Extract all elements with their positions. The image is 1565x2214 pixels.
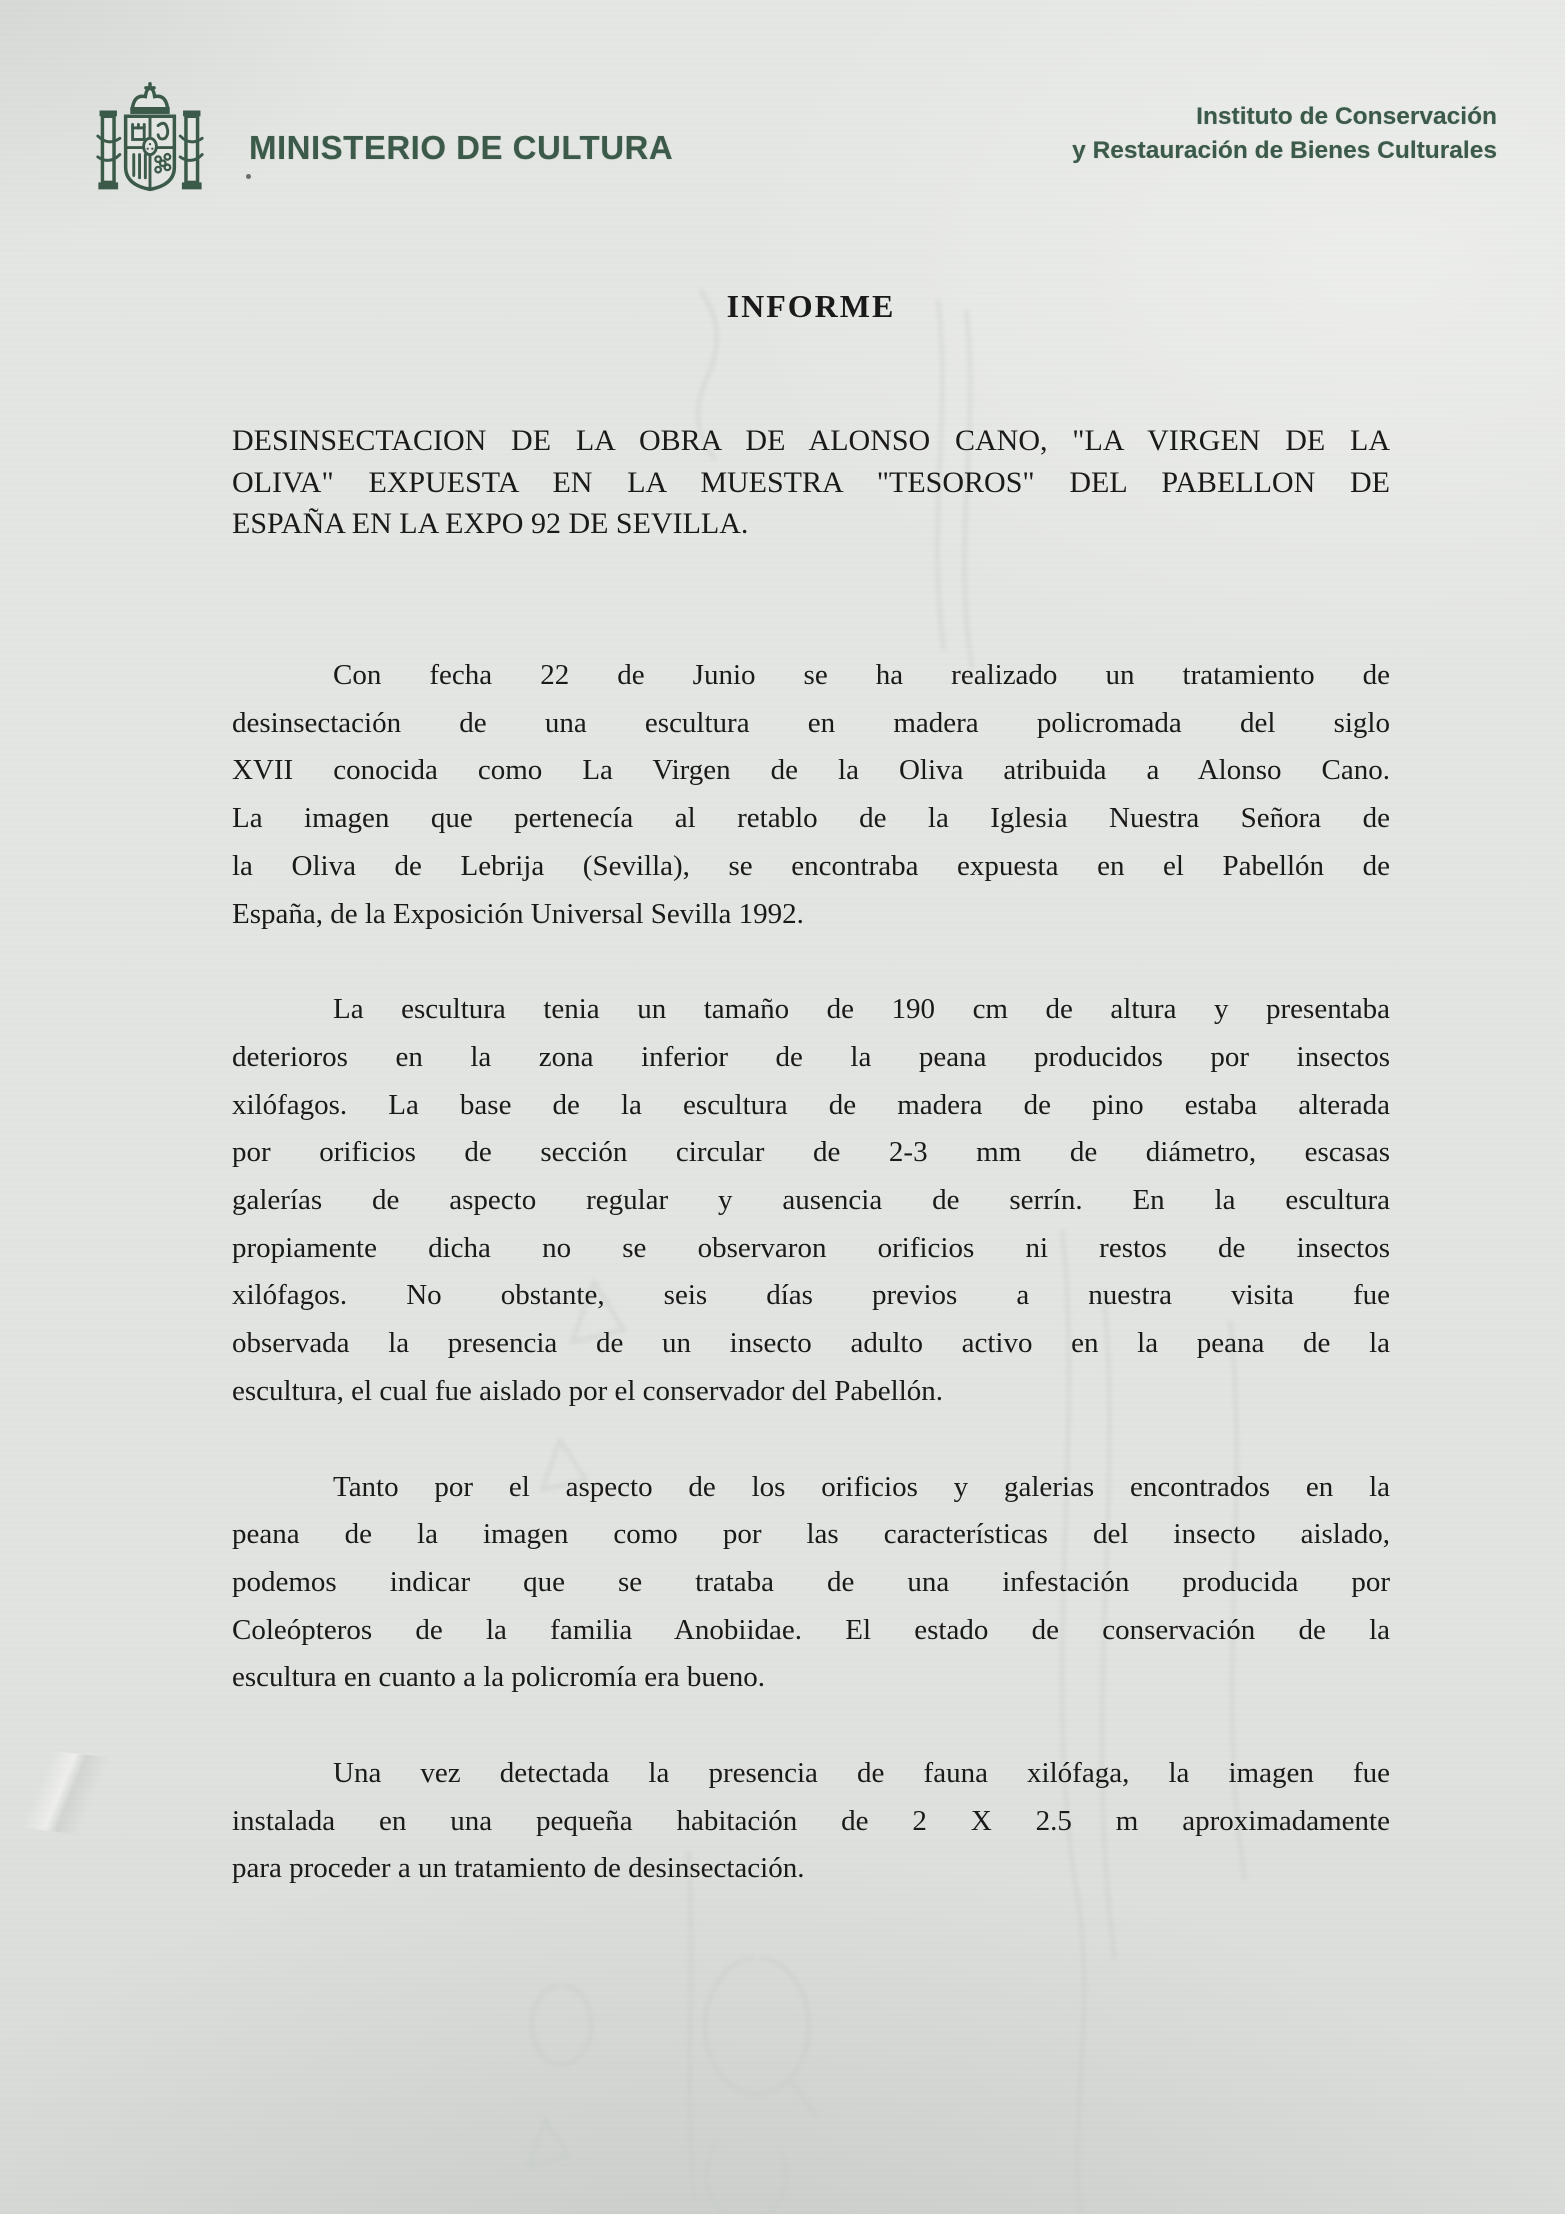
scan-speck <box>246 174 251 179</box>
subject-line: ESPAÑA EN LA EXPO 92 DE SEVILLA. <box>232 507 749 540</box>
body-line: escultura, el cual fue aislado por el conservador del Pabellón. <box>232 1374 944 1407</box>
paragraph-3 <box>232 1464 1390 1703</box>
body-line: xilófagos. No obstante, seis días previos a nuestra visita fue <box>232 1279 1390 1312</box>
subject-line: DESINSECTACION DE LA OBRA DE ALONSO CANO, "LA VIRGEN DE LA <box>232 424 1390 457</box>
institute-title <box>1072 100 1497 168</box>
body-line: instalada en una pequeña habitación de 2 X 2.5 m aproximadamente <box>232 1804 1390 1837</box>
body-line: la Oliva de Lebrija (Sevilla), se encontraba expuesta en el Pabellón de <box>232 849 1390 882</box>
spain-coat-of-arms <box>92 78 208 194</box>
body-line: galerías de aspecto regular y ausencia de serrín. En la escultura <box>232 1184 1390 1217</box>
body-line: Con fecha 22 de Junio se ha realizado un tratamiento de <box>333 659 1390 691</box>
body-line: xilófagos. La base de la escultura de madera de pino estaba alterada <box>232 1088 1390 1121</box>
body-line: deterioros en la zona inferior de la peana producidos por insectos <box>232 1040 1390 1073</box>
body-line: podemos indicar que se trataba de una infestación producida por <box>232 1565 1390 1598</box>
body-line: observada la presencia de un insecto adulto activo en la peana de la <box>232 1327 1390 1360</box>
report-subject <box>232 420 1390 545</box>
body-line: España, de la Exposición Universal Sevilla 1992. <box>232 897 804 930</box>
paragraph-4 <box>232 1750 1390 1893</box>
body-line: La imagen que pertenecía al retablo de la Iglesia Nuestra Señora de <box>232 802 1390 835</box>
report-body <box>232 652 1390 1893</box>
body-line: Una vez detectada la presencia de fauna xilófaga, la imagen fue <box>333 1757 1390 1790</box>
paragraph-2 <box>232 986 1390 1415</box>
report-title: INFORME <box>726 288 896 324</box>
body-line: propiamente dicha no se observaron orificios ni restos de insectos <box>232 1231 1390 1264</box>
body-line: para proceder a un tratamiento de desinsectación. <box>232 1852 805 1885</box>
body-line: escultura en cuanto a la policromía era bueno. <box>232 1661 766 1694</box>
ministry-title: MINISTERIO DE CULTURA <box>249 129 674 166</box>
body-line: peana de la imagen como por las características del insecto aislado, <box>232 1518 1390 1551</box>
institute-line-1: Instituto de Conservación <box>1196 103 1497 130</box>
paragraph-1 <box>232 652 1390 938</box>
body-line: desinsectación de una escultura en madera policromada del siglo <box>232 706 1390 739</box>
paper-crease <box>0 1742 149 1842</box>
subject-line: OLIVA" EXPUESTA EN LA MUESTRA "TESOROS" DEL PABELLON DE <box>232 465 1390 499</box>
body-line: XVII conocida como La Virgen de la Oliva atribuida a Alonso Cano. <box>232 754 1390 787</box>
body-line: La escultura tenia un tamaño de 190 cm de altura y presentaba <box>333 993 1390 1026</box>
body-line: por orificios de sección circular de 2-3 mm de diámetro, escasas <box>232 1136 1390 1169</box>
body-line: Coleópteros de la familia Anobiidae. El estado de conservación de la <box>232 1613 1390 1646</box>
institute-line-2: y Restauración de Bienes Culturales <box>1072 137 1497 164</box>
body-line: Tanto por el aspecto de los orificios y galerias encontrados en la <box>333 1470 1390 1503</box>
